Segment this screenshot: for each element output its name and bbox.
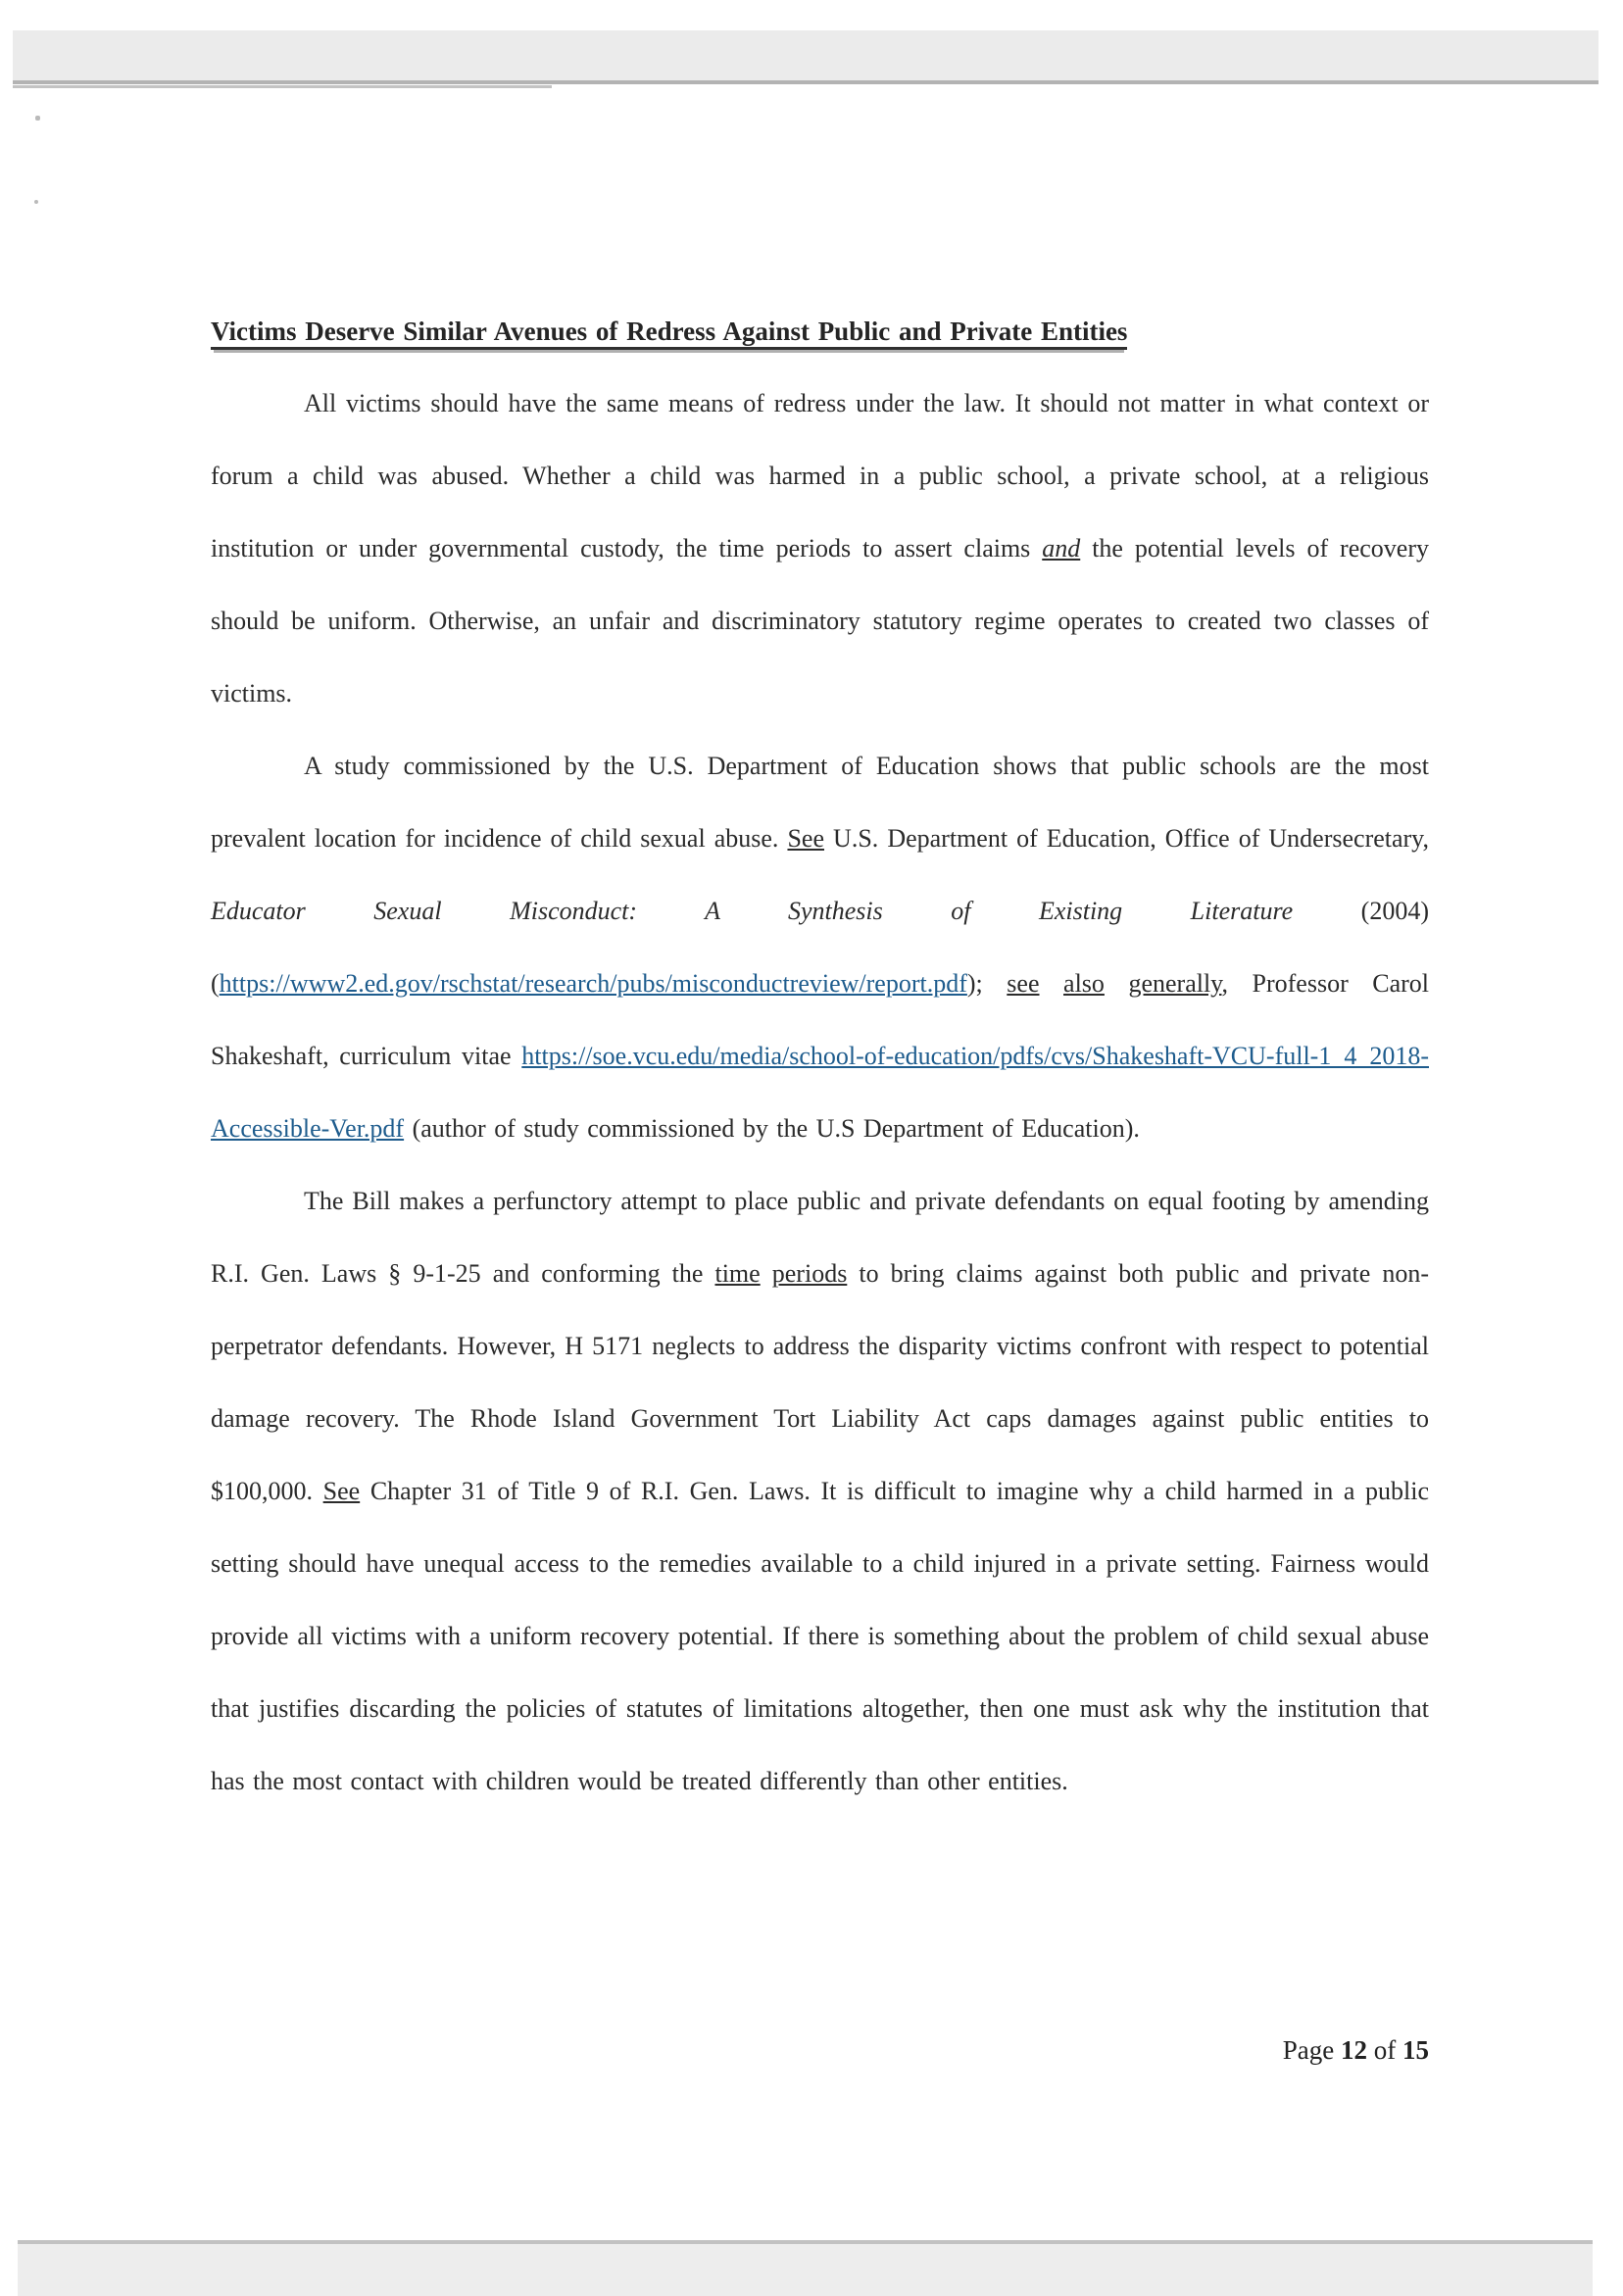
document-body (211, 367, 1429, 1818)
text-segment: to bring claims against both public and private non-perpetrator defendants. However, H 5171 neglects to address the disparity victims confront with respect to potential damage recovery. The Rhode Island Government Tort Liability Act caps damages against public entities to $100,000. (211, 1259, 1430, 1505)
text-segment: Chapter 31 of Title 9 of R.I. Gen. Laws. It is difficult to imagine why a child harmed in a public setting should have unequal access to the remedies available to a child injured in a private setting. Fairness would provide all victims with a uniform recovery potential. If there is something about the problem of child sexual abuse that justifies discarding the policies of statutes of limitations altogether, then one must ask why the institution that has the most contact with children would be treated differently than other entities. (211, 1477, 1429, 1795)
hyperlink[interactable]: https://www2.ed.gov/rschstat/research/pubs/misconductreview/report.pdf (219, 969, 967, 998)
text-segment: and (1042, 534, 1081, 562)
hyperlink[interactable]: https://soe.vcu.edu/media/school-of-education/pdfs/cvs/Shakeshaft-VCU-full-1_4_2018-Accessible-Ver.pdf (211, 1042, 1429, 1143)
text-segment: See (322, 1477, 361, 1505)
text-segment: ); (966, 969, 1008, 998)
text-segment: U.S. Department of Education, Office of Undersecretary, (824, 824, 1429, 853)
text-segment: the potential levels of recovery should be uniform. Otherwise, an unfair and discriminatory statutory regime operates to created two classes of victims. (211, 534, 1429, 708)
text-segment (1105, 969, 1129, 998)
text-segment (1040, 969, 1064, 998)
scan-artifact-bottom-bar (18, 2240, 1593, 2296)
paragraph (211, 367, 1429, 730)
text-segment: generally (1128, 969, 1222, 998)
text-segment: , Professor Carol Shakeshaft, curriculum vitae (211, 969, 1430, 1070)
text-segment: All victims should have the same means of redress under the law. It should not matter in what context or forum a child was abused. Whether a child was harmed in a public school, a private school, at a religious institution or under governmental custody, the time periods to assert claims (211, 389, 1429, 562)
text-segment: Educator Sexual Misconduct: A Synthesis of Existing Literature (211, 897, 1294, 925)
text-segment: (author of study commissioned by the U.S Department of Education). (404, 1114, 1140, 1143)
scan-artifact-top-bar (13, 30, 1598, 84)
scan-speck (35, 116, 40, 121)
text-segment: The Bill makes a perfunctory attempt to place public and private defendants on equal footing by amending R.I. Gen. Laws § 9-1-25 and conforming the (211, 1187, 1429, 1288)
text-segment: also (1063, 969, 1105, 998)
text-segment: periods (771, 1259, 848, 1288)
document-content (211, 295, 1429, 1818)
text-segment: (2004) ( (211, 897, 1429, 998)
text-segment: 12 (1341, 2035, 1367, 2065)
scan-speck (34, 200, 38, 204)
section-heading (211, 295, 1429, 367)
paragraph (211, 1165, 1429, 1818)
text-segment: see (1007, 969, 1040, 998)
text-segment: See (787, 824, 825, 853)
text-segment: Page (1282, 2035, 1341, 2065)
section-heading-text: Victims Deserve Similar Avenues of Redress Against Public and Private Entities (211, 317, 1127, 350)
text-segment: time (714, 1259, 761, 1288)
page-number (211, 2030, 1429, 2070)
text-segment (761, 1259, 772, 1288)
text-segment: 15 (1402, 2035, 1429, 2065)
text-segment: A study commissioned by the U.S. Department of Education shows that public schools are the most prevalent location for incidence of child sexual abuse. (211, 752, 1429, 853)
paragraph (211, 730, 1429, 1165)
text-segment: of (1367, 2035, 1402, 2065)
